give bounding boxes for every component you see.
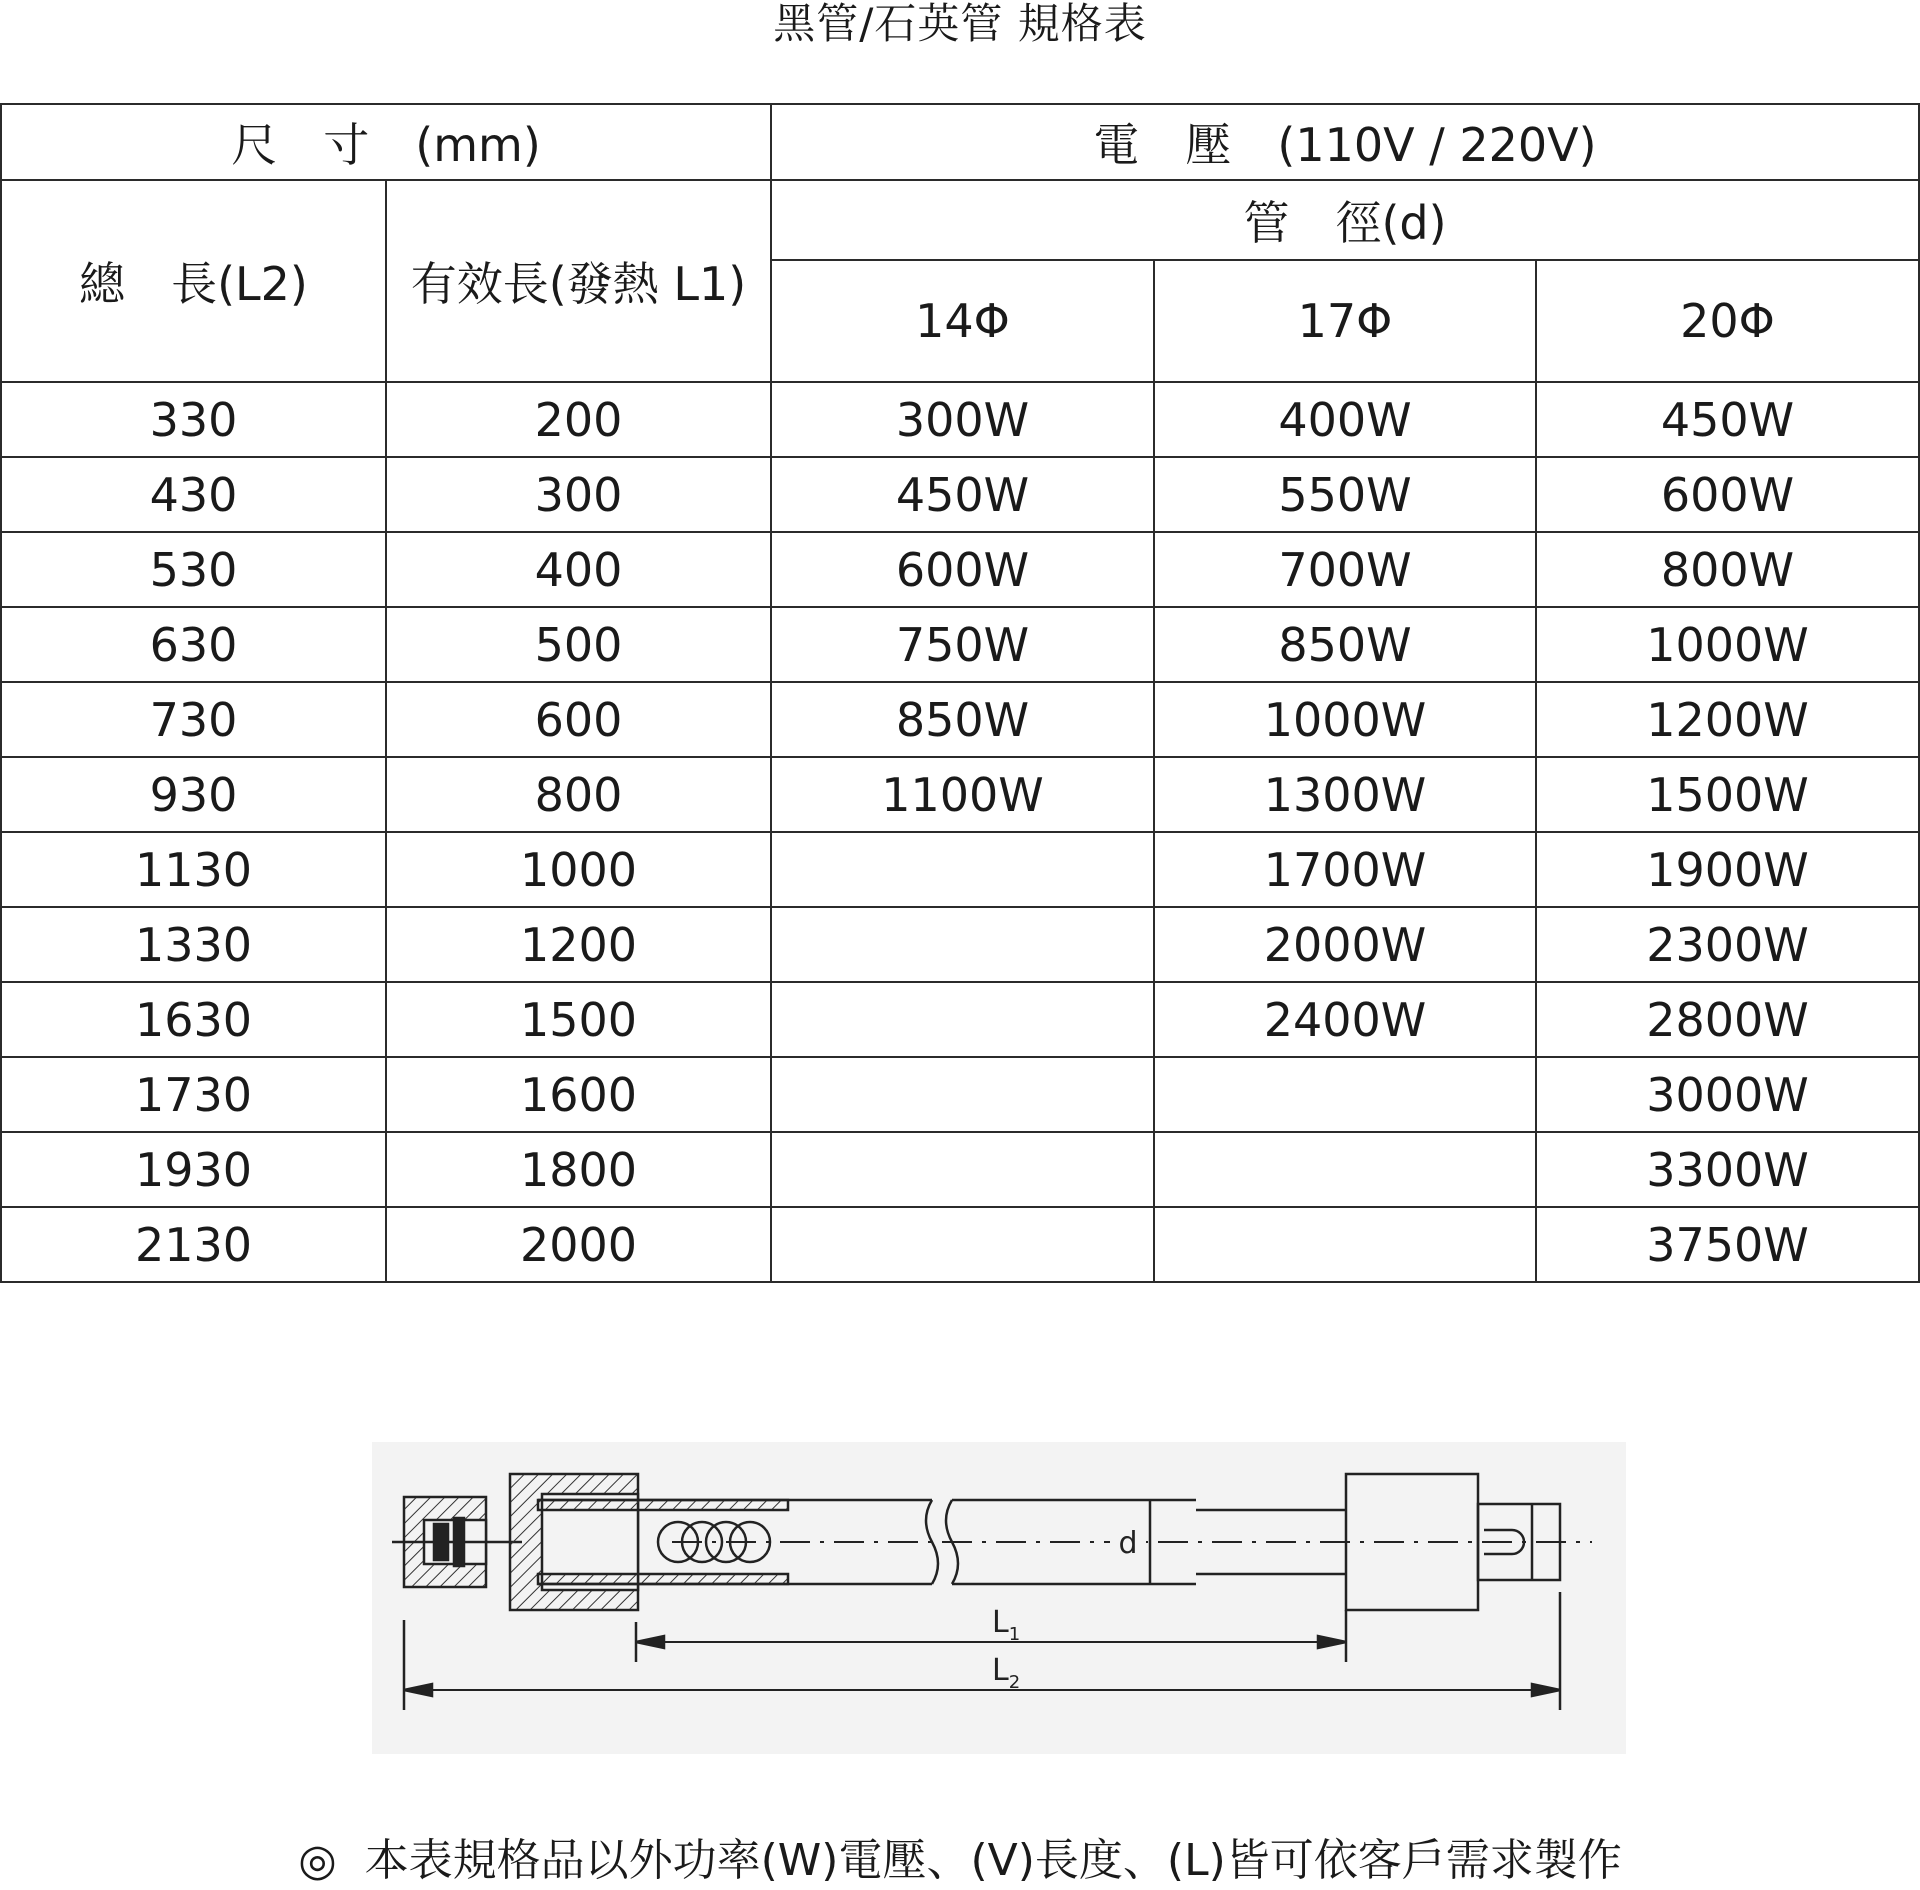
total-length-cell: 930 [1, 757, 386, 832]
table-row [1, 832, 1919, 907]
voltage-header: 電 壓 (110V / 220V) [771, 104, 1919, 180]
effective-length-cell: 1500 [386, 982, 771, 1057]
table-row [1, 607, 1919, 682]
power-20-cell: 2300W [1536, 907, 1919, 982]
power-14-cell: 450W [771, 457, 1154, 532]
power-17-cell: 1700W [1154, 832, 1536, 907]
effective-length-cell: 2000 [386, 1207, 771, 1282]
power-17-cell: 2400W [1154, 982, 1536, 1057]
power-20-cell: 800W [1536, 532, 1919, 607]
power-20-cell: 1200W [1536, 682, 1919, 757]
table-row [1, 382, 1919, 457]
power-14-cell: 600W [771, 532, 1154, 607]
total-length-cell: 2130 [1, 1207, 386, 1282]
power-20-cell: 450W [1536, 382, 1919, 457]
power-14-cell [771, 832, 1154, 907]
power-17-cell: 700W [1154, 532, 1536, 607]
power-20-cell: 600W [1536, 457, 1919, 532]
total-length-cell: 530 [1, 532, 386, 607]
power-20-cell: 2800W [1536, 982, 1919, 1057]
table-row [1, 682, 1919, 757]
total-length-cell: 1930 [1, 1132, 386, 1207]
total-length-cell: 1630 [1, 982, 386, 1057]
power-20-cell: 1900W [1536, 832, 1919, 907]
table-row [1, 757, 1919, 832]
total-length-cell: 1730 [1, 1057, 386, 1132]
total-length-header: 總 長(L2) [1, 180, 386, 382]
power-17-cell: 550W [1154, 457, 1536, 532]
power-14-cell: 300W [771, 382, 1154, 457]
table-row [1, 1132, 1919, 1207]
power-20-cell: 1500W [1536, 757, 1919, 832]
power-20-cell: 3300W [1536, 1132, 1919, 1207]
table-row [1, 1057, 1919, 1132]
table-row [1, 907, 1919, 982]
power-14-cell: 750W [771, 607, 1154, 682]
total-length-cell: 630 [1, 607, 386, 682]
spec-table [0, 103, 1920, 1283]
tube-diagram-svg [372, 1442, 1626, 1754]
power-14-cell [771, 1132, 1154, 1207]
effective-length-cell: 600 [386, 682, 771, 757]
power-20-cell: 1000W [1536, 607, 1919, 682]
effective-length-cell: 1200 [386, 907, 771, 982]
power-17-cell: 1000W [1154, 682, 1536, 757]
effective-length-cell: 200 [386, 382, 771, 457]
table-row [1, 457, 1919, 532]
footnote-text: 本表規格品以外功率(W)電壓、(V)長度、(L)皆可依客戶需求製作 [364, 1835, 1622, 1886]
table-row [1, 532, 1919, 607]
total-length-cell: 1330 [1, 907, 386, 982]
power-17-cell: 1300W [1154, 757, 1536, 832]
footnote-mark: ◎ [298, 1835, 337, 1886]
effective-length-cell: 400 [386, 532, 771, 607]
total-length-cell: 730 [1, 682, 386, 757]
diameter-14-header: 14Φ [771, 260, 1154, 382]
effective-length-cell: 1600 [386, 1057, 771, 1132]
power-17-cell: 400W [1154, 382, 1536, 457]
effective-length-cell: 1000 [386, 832, 771, 907]
size-header: 尺 寸 (mm) [1, 104, 771, 180]
effective-length-cell: 300 [386, 457, 771, 532]
power-17-cell: 850W [1154, 607, 1536, 682]
l2-label: $L_2$ [992, 1653, 1021, 1693]
effective-length-header: 有效長(發熱 L1) [386, 180, 771, 382]
power-14-cell [771, 982, 1154, 1057]
diameter-header: 管 徑(d) [771, 180, 1919, 260]
diameter-17-header: 17Φ [1154, 260, 1536, 382]
total-length-cell: 430 [1, 457, 386, 532]
power-14-cell [771, 1207, 1154, 1282]
table-row [1, 982, 1919, 1057]
effective-length-cell: 500 [386, 607, 771, 682]
page-title: 黑管/石英管 規格表 [773, 0, 1147, 48]
l1-label: $L_1$ [992, 1605, 1021, 1645]
power-17-cell [1154, 1132, 1536, 1207]
power-14-cell [771, 907, 1154, 982]
effective-length-cell: 800 [386, 757, 771, 832]
power-17-cell [1154, 1057, 1536, 1132]
total-length-cell: 1130 [1, 832, 386, 907]
power-17-cell [1154, 1207, 1536, 1282]
footnote [0, 1832, 1920, 1890]
tube-diagram [372, 1442, 1626, 1754]
diameter-label: d [1118, 1526, 1138, 1561]
diameter-20-header: 20Φ [1536, 260, 1919, 382]
power-20-cell: 3000W [1536, 1057, 1919, 1132]
power-20-cell: 3750W [1536, 1207, 1919, 1282]
power-14-cell: 1100W [771, 757, 1154, 832]
power-14-cell [771, 1057, 1154, 1132]
power-14-cell: 850W [771, 682, 1154, 757]
effective-length-cell: 1800 [386, 1132, 771, 1207]
table-row [1, 1207, 1919, 1282]
end-block-right [1346, 1474, 1478, 1610]
total-length-cell: 330 [1, 382, 386, 457]
power-17-cell: 2000W [1154, 907, 1536, 982]
